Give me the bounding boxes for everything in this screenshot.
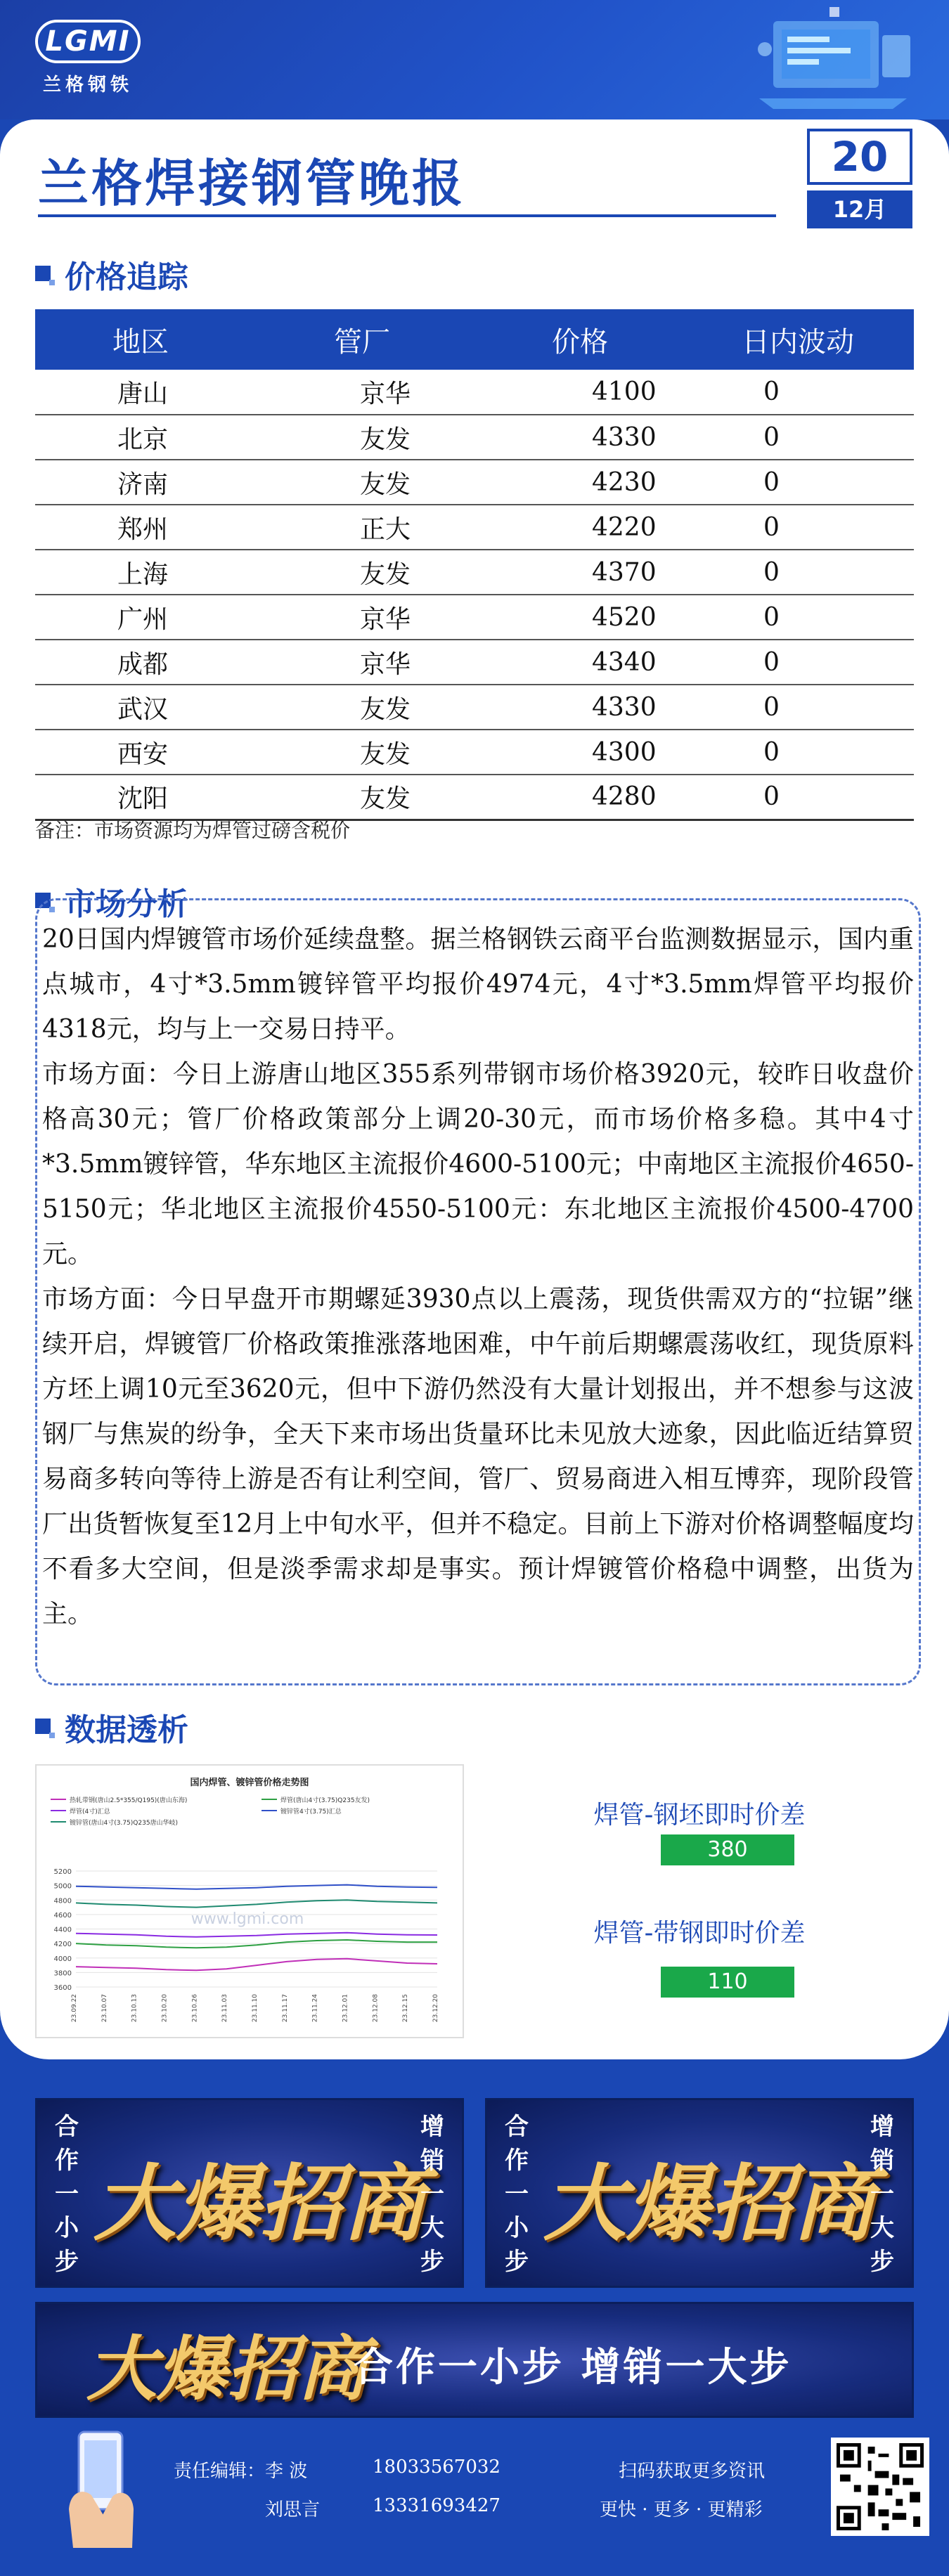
legend-entry: 热轧带钢(唐山2.5*355/Q195)(唐山东海) xyxy=(70,1797,188,1804)
spread-value: 380 xyxy=(661,1834,794,1865)
cell-price: 4220 xyxy=(478,505,682,550)
legend-entry: 焊管(4寸)汇总 xyxy=(70,1808,110,1816)
cell-change: 0 xyxy=(682,640,914,685)
x-tick-label: 23.11.24 xyxy=(311,1994,319,2023)
price-trend-chart xyxy=(35,1764,464,2038)
legend-entry: 镀锌管(唐山4寸(3.75)Q235唐山华岐) xyxy=(70,1820,179,1827)
legend-entry: 镀锌管4寸(3.75)汇总 xyxy=(280,1808,342,1816)
logo xyxy=(35,20,141,97)
cell-price: 4370 xyxy=(478,550,682,595)
x-tick-label: 23.12.20 xyxy=(432,1994,439,2023)
cell-mill: 友发 xyxy=(246,550,478,595)
spread-panel xyxy=(485,1764,914,2038)
cell-price: 4280 xyxy=(478,775,682,820)
cell-region: 上海 xyxy=(35,550,246,595)
x-tick-label: 23.11.17 xyxy=(281,1994,289,2023)
table-header-row xyxy=(35,309,914,370)
y-tick-label: 5000 xyxy=(53,1882,72,1891)
x-tick-label: 23.10.13 xyxy=(131,1994,138,2023)
chart-title: 国内焊管、镀锌管价格走势图 xyxy=(190,1778,309,1788)
cell-mill: 友发 xyxy=(246,415,478,460)
y-tick-label: 4200 xyxy=(53,1941,72,1949)
cell-region: 济南 xyxy=(35,460,246,505)
spread-label: 焊管-钢坯即时价差 xyxy=(593,1801,806,1830)
analysis-paragraph: 市场方面：今日上游唐山地区355系列带钢市场价格3920元，较昨日收盘价格高30元；管厂价格政策部分上调20-30元，而市场价格多稳。其中4寸*3.5mm镀锌管，华东地区主流报价4600-5100元；中南地区主流报价4650-5150元；华北地区主流报价4550-5100元：东北地区主流报价4500-4700元。 xyxy=(42,1060,914,1269)
banner-vertical-text: 合作一小步 xyxy=(505,2113,529,2276)
banner-headline: 大爆招商 xyxy=(93,2154,426,2252)
editor-label: 责任编辑： xyxy=(174,2461,266,2482)
series-line xyxy=(76,1900,437,1907)
y-tick-label: 5200 xyxy=(53,1868,72,1876)
editor-phone[interactable]: 18033567032 xyxy=(373,2457,501,2478)
x-tick-label: 23.11.10 xyxy=(252,1994,259,2023)
cell-mill: 友发 xyxy=(246,685,478,730)
x-tick-label: 23.12.01 xyxy=(342,1994,349,2023)
date-day: 20 xyxy=(807,129,912,185)
x-tick-label: 23.10.26 xyxy=(191,1994,199,2023)
logo-text: LGMI xyxy=(45,25,131,58)
page-title: 兰格焊接钢管晚报 xyxy=(38,154,466,213)
promo-banner-right[interactable] xyxy=(485,2098,914,2288)
analysis-body xyxy=(42,917,914,1637)
chart-svg xyxy=(37,1766,463,2037)
cell-mill: 京华 xyxy=(246,640,478,685)
table-row xyxy=(35,595,914,640)
tech-illustration xyxy=(745,7,921,112)
analysis-paragraph: 市场方面：今日早盘开市期螺延3930点以上震荡，现货供需双方的“拉锯”继续开启，焊镀管厂价格政策推涨落地困难，中午前后期螺震荡收红，现货原料方坯上调10元至3620元，但中下游仍然没有大量计划报出，并不想参与这波钢厂与焦炭的纷争，全天下来市场出货量环比未见放大迹象，因此临近结算贸易商多转向等待上游是否有让利空间，管厂、贸易商进入相互博弈，现阶段管厂出货暂恢复至12月上中旬水平，但并不稳定。目前上下游对价格调整幅度均不看多大空间，但是淡季需求却是事实。预计焊镀管价格稳中调整，出货为主。 xyxy=(42,1285,914,1629)
cell-price: 4330 xyxy=(478,415,682,460)
cell-region: 北京 xyxy=(35,415,246,460)
series-line xyxy=(76,1959,437,1971)
y-tick-label: 3600 xyxy=(53,1984,72,1992)
logo-badge xyxy=(35,20,141,63)
square-bullet-icon xyxy=(35,1719,51,1734)
cell-region: 沈阳 xyxy=(35,775,246,820)
table-row xyxy=(35,685,914,730)
title-underline xyxy=(38,214,776,217)
x-tick-label: 23.10.07 xyxy=(101,1994,108,2023)
cell-price: 4230 xyxy=(478,460,682,505)
cell-region: 西安 xyxy=(35,730,246,775)
cell-change: 0 xyxy=(682,460,914,505)
cell-region: 郑州 xyxy=(35,505,246,550)
banner-vertical-left xyxy=(500,2110,534,2279)
column-header: 日内波动 xyxy=(682,309,914,370)
chart-legend xyxy=(51,1796,370,1827)
x-tick-label: 23.12.08 xyxy=(372,1994,380,2023)
x-tick-label: 23.11.03 xyxy=(221,1994,229,2023)
qr-code-icon xyxy=(837,2443,924,2530)
spread-label: 焊管-带钢即时价差 xyxy=(593,1919,806,1948)
x-tick-label: 23.12.15 xyxy=(402,1994,410,2023)
editor-phone[interactable]: 13331693427 xyxy=(373,2495,501,2516)
y-tick-label: 4600 xyxy=(53,1911,72,1920)
footer xyxy=(0,2411,949,2576)
cell-price: 4300 xyxy=(478,730,682,775)
banner-vertical-text: 合作一小步 xyxy=(55,2113,79,2276)
cell-change: 0 xyxy=(682,775,914,820)
cell-mill: 京华 xyxy=(246,370,478,415)
banner-vertical-text: 增销一大步 xyxy=(420,2113,444,2276)
table-row xyxy=(35,415,914,460)
promo-banner-left[interactable] xyxy=(35,2098,464,2288)
cell-change: 0 xyxy=(682,595,914,640)
cell-mill: 友发 xyxy=(246,460,478,505)
table-row xyxy=(35,730,914,775)
cell-change: 0 xyxy=(682,505,914,550)
cell-price: 4330 xyxy=(478,685,682,730)
column-header: 地区 xyxy=(35,309,246,370)
cell-mill: 友发 xyxy=(246,775,478,820)
qr-code[interactable] xyxy=(831,2438,929,2536)
phone-hand-icon xyxy=(63,2425,141,2551)
cell-price: 4100 xyxy=(478,370,682,415)
series-line xyxy=(76,1933,437,1937)
x-axis-ticks xyxy=(71,1994,439,2022)
editor-name: 刘思言 xyxy=(265,2499,321,2520)
chart-watermark: www.lgmi.com xyxy=(191,1910,304,1928)
qr-caption: 扫码获取更多资讯 xyxy=(619,2461,766,2482)
table-row xyxy=(35,370,914,415)
spread-value: 110 xyxy=(661,1967,794,1998)
promo-banner-wide[interactable] xyxy=(35,2302,914,2418)
cell-mill: 京华 xyxy=(246,595,478,640)
banner-vertical-right xyxy=(415,2110,449,2279)
y-tick-label: 4800 xyxy=(53,1897,72,1905)
banner-vertical-left xyxy=(50,2110,84,2279)
y-tick-label: 4400 xyxy=(53,1926,72,1934)
section-title: 价格追踪 xyxy=(65,259,188,295)
square-bullet-icon xyxy=(35,266,51,281)
y-tick-label: 3800 xyxy=(53,1969,72,1978)
cell-change: 0 xyxy=(682,685,914,730)
analysis-paragraph: 20日国内焊镀管市场价延续盘整。据兰格钢铁云商平台监测数据显示，国内重点城市，4寸*3.5mm镀锌管平均报价4974元，4寸*3.5mm焊管平均报价4318元，均与上一交易日持平。 xyxy=(42,925,914,1044)
table-row xyxy=(35,505,914,550)
cell-change: 0 xyxy=(682,415,914,460)
column-header: 价格 xyxy=(478,309,682,370)
title-block xyxy=(0,123,780,221)
editor-name: 李 波 xyxy=(265,2461,308,2482)
banner-headline: 大爆招商 xyxy=(543,2154,876,2252)
chart-grid xyxy=(76,1871,437,1987)
cell-price: 4340 xyxy=(478,640,682,685)
table-row xyxy=(35,640,914,685)
column-header: 管厂 xyxy=(246,309,478,370)
y-axis-ticks xyxy=(54,1868,72,1992)
table-row xyxy=(35,550,914,595)
cell-change: 0 xyxy=(682,730,914,775)
cell-change: 0 xyxy=(682,550,914,595)
cell-mill: 友发 xyxy=(246,730,478,775)
table-row xyxy=(35,775,914,820)
banner-headline: 大爆招商 xyxy=(86,2327,368,2410)
cell-change: 0 xyxy=(682,370,914,415)
cell-region: 广州 xyxy=(35,595,246,640)
cell-mill: 正大 xyxy=(246,505,478,550)
price-table xyxy=(35,309,914,821)
x-tick-label: 23.10.20 xyxy=(161,1994,169,2023)
section-title: 数据透析 xyxy=(65,1712,188,1748)
cell-region: 武汉 xyxy=(35,685,246,730)
y-tick-label: 4000 xyxy=(53,1955,72,1963)
logo-chinese-name: 兰格钢铁 xyxy=(42,75,133,96)
date-month: 12月 xyxy=(807,190,912,228)
banner-vertical-right xyxy=(865,2110,899,2279)
table-note: 备注：市场资源均为焊管过磅含税价 xyxy=(35,819,351,842)
date-box xyxy=(807,129,912,228)
series-line xyxy=(76,1940,437,1948)
banner-vertical-text: 增销一大步 xyxy=(870,2113,894,2276)
cell-price: 4520 xyxy=(478,595,682,640)
table-row xyxy=(35,460,914,505)
cell-region: 唐山 xyxy=(35,370,246,415)
section-title: 市场分析 xyxy=(65,879,198,924)
qr-subcaption: 更快 · 更多 · 更精彩 xyxy=(600,2499,763,2520)
banner-slogan: 合作一小步 增销一大步 xyxy=(354,2345,792,2390)
legend-entry: 焊管(唐山4寸(3.75)Q235友发) xyxy=(280,1797,370,1804)
cell-region: 成都 xyxy=(35,640,246,685)
x-tick-label: 23.09.22 xyxy=(71,1994,78,2023)
